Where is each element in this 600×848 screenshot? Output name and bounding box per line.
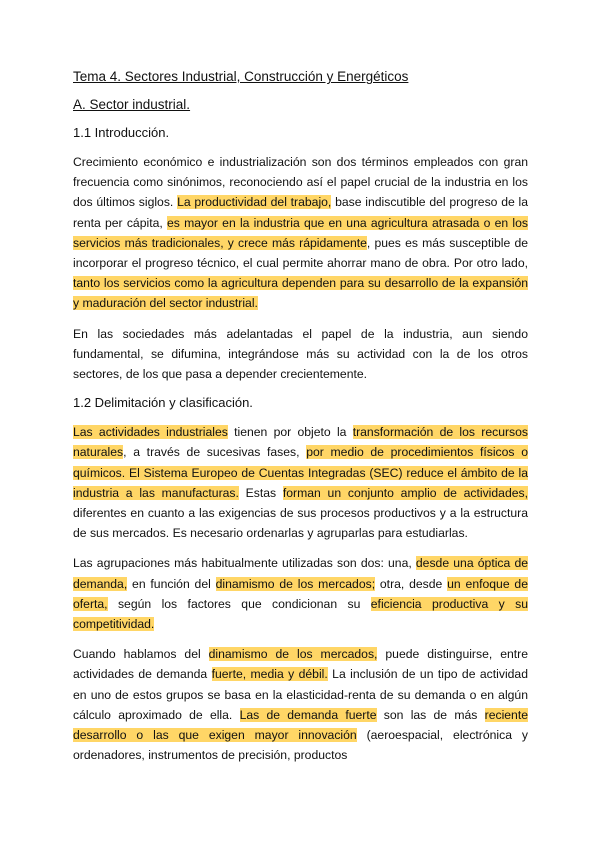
paragraph-1 (73, 152, 528, 314)
subheading-delimitacion: 1.2 Delimitación y clasificación. (73, 395, 253, 411)
highlight: Las actividades industriales (73, 425, 228, 440)
text: diferentes en cuanto a las exigencias de sus procesos productivos y a la estructura de sus mercados. Es necesario ordenarlas y agruparlas para estudiarlas. (73, 506, 528, 541)
document-body (73, 68, 528, 775)
text: La inclusión de un tipo de actividad en uno de estos grupos se basa en la elasticidad-renta de su demanda o en algún cálculo aproximado de ella. (73, 667, 528, 722)
highlight: por medio de procedimientos físicos o químicos. El Sistema Europeo de Cuentas Integradas (SEC) reduce el ámbito de la industria a las manufacturas. (73, 445, 528, 500)
highlight: fuerte, media y débil. (211, 667, 328, 682)
highlight: un enfoque de oferta, (73, 576, 528, 611)
text: , pues es más susceptible de incorporar el progreso técnico, el cual permite ahorrar mano de obra. Por otro lado, (73, 235, 528, 271)
page-title: Tema 4. Sectores Industrial, Construcción y Energéticos (73, 69, 409, 84)
text: otra, desde (375, 576, 448, 591)
text: Estas (238, 485, 283, 500)
highlight: eficiencia productiva y su competitividad. (73, 596, 528, 632)
paragraph-4 (73, 553, 528, 634)
text: (aeroespacial, electrónica y ordenadores, instrumentos de precisión, productos (73, 728, 528, 763)
paragraph-2: En las sociedades más adelantadas el papel de la industria, aun siendo fundamental, se difumina, integrándose más su actividad con la de los otros sectores, de los que pasa a depender crecientemente. (73, 326, 528, 382)
text: tienen por objeto la (227, 425, 353, 440)
text: puede distinguirse, entre actividades de demanda (73, 647, 528, 682)
paragraph-5 (73, 644, 528, 765)
highlight: Las de demanda fuerte (239, 707, 377, 722)
text: son las de más (376, 707, 485, 722)
highlight: dinamismo de los mercados; (215, 576, 376, 591)
highlight: La productividad del trabajo, (177, 195, 332, 210)
text: , a través de sucesivas fases, (123, 445, 307, 460)
highlight: es mayor en la industria que en una agricultura atrasada o en los servicios más tradicionales, y crece más rápidamente (73, 215, 528, 250)
text: según los factores que condicionan su (107, 596, 371, 611)
highlight: reciente desarrollo o las que exigen mayor innovación (73, 707, 528, 743)
text: Cuando hablamos del (73, 647, 209, 662)
text: Las agrupaciones más habitualmente utilizadas son dos: una, (73, 556, 416, 571)
highlight: forman un conjunto amplio de actividades, (282, 485, 528, 500)
text: base indiscutible del progreso de la renta per cápita, (73, 195, 529, 230)
section-heading-a: A. Sector industrial. (73, 97, 191, 112)
paragraph-3 (73, 422, 528, 543)
subheading-introduccion: 1.1 Introducción. (73, 125, 170, 140)
text: Crecimiento económico e industrialización son dos términos empleados con gran frecuencia como sinónimos, reconociendo así el papel crucial de la industria en los dos últimos siglos. (73, 155, 528, 210)
highlight: tanto los servicios como la agricultura dependen para su desarrollo de la expansión y maduración del sector industrial. (73, 276, 528, 311)
highlight: desde una óptica de demanda, (73, 556, 528, 591)
highlight: transformación de los recursos naturales (73, 425, 528, 460)
text: en función del (127, 576, 216, 591)
highlight: dinamismo de los mercados, (208, 647, 378, 662)
